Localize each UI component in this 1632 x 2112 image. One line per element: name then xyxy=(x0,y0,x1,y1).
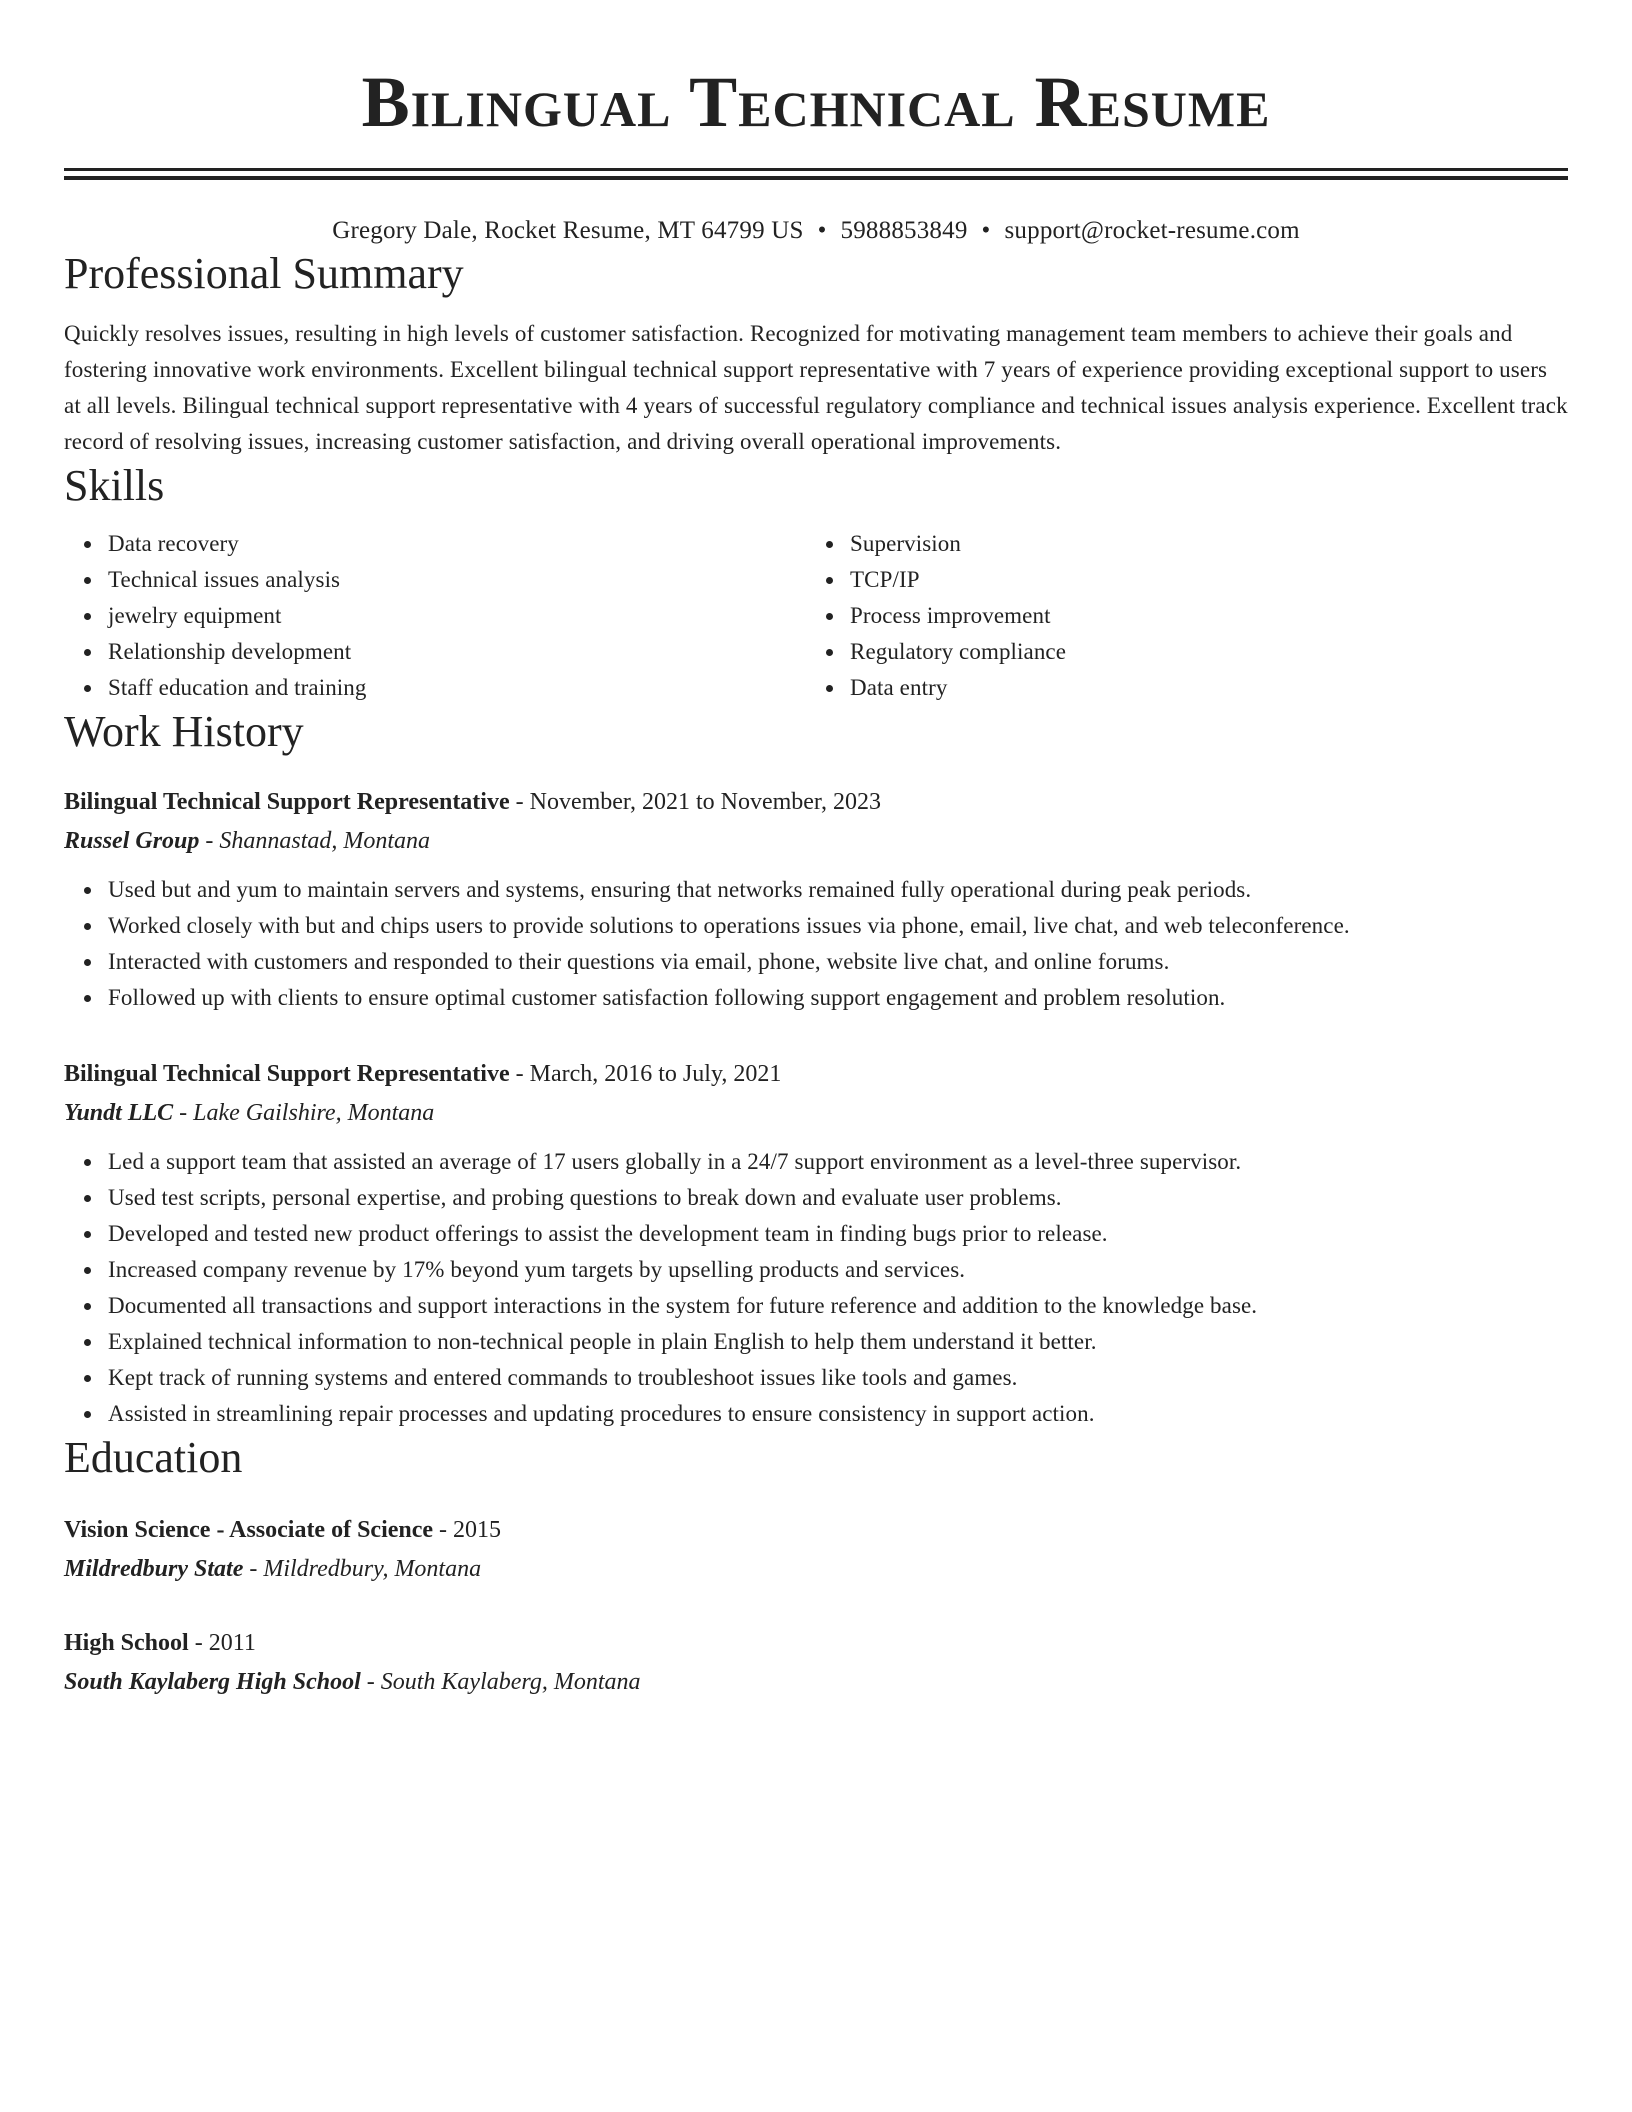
skill-item: Supervision xyxy=(850,526,1548,562)
degree: Vision Science - Associate of Science xyxy=(64,1517,434,1543)
job-duty: Kept track of running systems and entered commands to troubleshoot issues like tools and games. xyxy=(108,1360,1568,1396)
dash-separator: - xyxy=(433,1517,454,1543)
job-duties-list xyxy=(64,872,1568,1016)
skill-item: Regulatory compliance xyxy=(850,634,1548,670)
skills-heading: Skills xyxy=(64,461,165,510)
job-company-line xyxy=(64,1095,1568,1131)
job-entry xyxy=(64,1056,1568,1432)
skill-item: Staff education and training xyxy=(108,670,806,706)
contact-phone: 5988853849 xyxy=(840,217,968,244)
skill-item: TCP/IP xyxy=(850,562,1548,598)
skills-grid xyxy=(64,526,1568,706)
skill-item: Data entry xyxy=(850,670,1548,706)
school-location: South Kaylaberg, Montana xyxy=(380,1669,641,1695)
job-dates: March, 2016 to July, 2021 xyxy=(529,1061,782,1087)
job-duty: Assisted in streamlining repair processes and updating procedures to ensure consistency in support action. xyxy=(108,1396,1568,1432)
dash-separator: - xyxy=(509,789,530,815)
job-duties-list xyxy=(64,1144,1568,1432)
job-duty: Followed up with clients to ensure optimal customer satisfaction following support engagement and problem resolution. xyxy=(108,980,1568,1016)
title-divider xyxy=(64,168,1568,180)
resume-title: Bilingual Technical Resume xyxy=(361,62,1271,142)
job-title-line xyxy=(64,784,1568,820)
job-duty: Worked closely with but and chips users to provide solutions to operations issues via phone, email, live chat, and web teleconference. xyxy=(108,908,1568,944)
contact-separator: • xyxy=(981,217,991,244)
summary-text: Quickly resolves issues, resulting in high levels of customer satisfaction. Recognized for motivating management team members to achieve their goals and fostering innovative work environments. Excellent bilingual technical support representative with 7 years of experience providing exceptional support to users at all levels. Bilingual technical support representative with 4 years of successful regulatory compliance and technical issues analysis experience. Excellent track record of resolving issues, increasing customer satisfaction, and driving overall operational improvements. xyxy=(64,321,1568,454)
work-history-heading: Work History xyxy=(64,707,304,756)
job-company: Yundt LLC xyxy=(64,1100,174,1126)
job-duty: Documented all transactions and support interactions in the system for future reference and addition to the knowledge base. xyxy=(108,1288,1568,1324)
education-entry xyxy=(64,1512,1568,1587)
skill-item: Process improvement xyxy=(850,598,1548,634)
job-dates: November, 2021 to November, 2023 xyxy=(529,789,881,815)
skill-item: jewelry equipment xyxy=(108,598,806,634)
school-name: Mildredbury State xyxy=(64,1556,244,1582)
contact-separator: • xyxy=(817,217,827,244)
dash-separator: - xyxy=(360,1669,381,1695)
school-name: South Kaylaberg High School xyxy=(64,1669,361,1695)
school-line xyxy=(64,1664,1568,1700)
job-location: Shannastad, Montana xyxy=(219,828,431,854)
job-company-line xyxy=(64,823,1568,859)
degree-line xyxy=(64,1625,1568,1661)
dash-separator: - xyxy=(243,1556,264,1582)
contact-email: support@rocket-resume.com xyxy=(1004,217,1300,244)
job-company: Russel Group xyxy=(64,828,200,854)
job-duty: Interacted with customers and responded to their questions via email, phone, website live chat, and online forums. xyxy=(108,944,1568,980)
dash-separator: - xyxy=(173,1100,194,1126)
graduation-year: 2015 xyxy=(453,1517,502,1543)
contact-address: Gregory Dale, Rocket Resume, MT 64799 US xyxy=(332,217,804,244)
job-duty: Explained technical information to non-technical people in plain English to help them understand it better. xyxy=(108,1324,1568,1360)
summary-heading: Professional Summary xyxy=(64,249,464,298)
job-entry xyxy=(64,784,1568,1016)
job-title-line xyxy=(64,1056,1568,1092)
education-entry xyxy=(64,1625,1568,1700)
education-heading: Education xyxy=(64,1433,243,1482)
job-duty: Led a support team that assisted an average of 17 users globally in a 24/7 support environment as a level-three supervisor. xyxy=(108,1144,1568,1180)
degree-line xyxy=(64,1512,1568,1548)
job-duty: Increased company revenue by 17% beyond yum targets by upselling products and services. xyxy=(108,1252,1568,1288)
dash-separator: - xyxy=(199,828,220,854)
skill-item: Relationship development xyxy=(108,634,806,670)
contact-line xyxy=(64,214,1568,248)
degree: High School xyxy=(64,1630,189,1656)
skills-right-column xyxy=(806,526,1548,706)
job-role: Bilingual Technical Support Representative xyxy=(64,789,510,815)
job-duty: Developed and tested new product offerings to assist the development team in finding bugs prior to release. xyxy=(108,1216,1568,1252)
job-location: Lake Gailshire, Montana xyxy=(193,1100,435,1126)
dash-separator: - xyxy=(509,1061,530,1087)
job-duty: Used but and yum to maintain servers and systems, ensuring that networks remained fully operational during peak periods. xyxy=(108,872,1568,908)
dash-separator: - xyxy=(188,1630,209,1656)
school-line xyxy=(64,1551,1568,1587)
skill-item: Data recovery xyxy=(108,526,806,562)
skills-left-column xyxy=(64,526,806,706)
school-location: Mildredbury, Montana xyxy=(263,1556,482,1582)
job-role: Bilingual Technical Support Representative xyxy=(64,1061,510,1087)
graduation-year: 2011 xyxy=(208,1630,256,1656)
skill-item: Technical issues analysis xyxy=(108,562,806,598)
job-duty: Used test scripts, personal expertise, and probing questions to break down and evaluate user problems. xyxy=(108,1180,1568,1216)
